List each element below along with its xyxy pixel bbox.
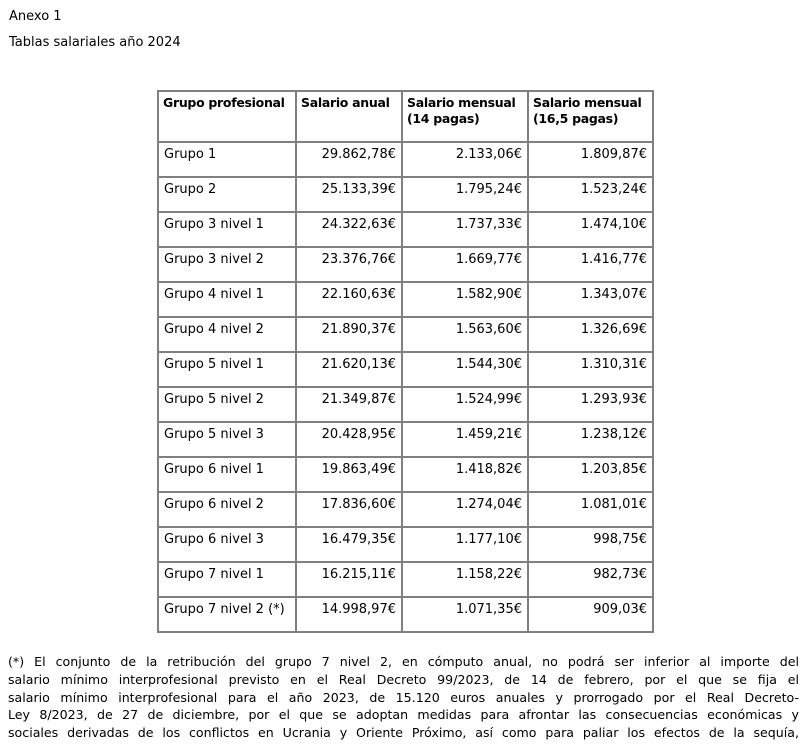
cell-grupo: Grupo 4 nivel 1	[158, 282, 296, 317]
footnote-line: salario mínimo interprofesional previsto en el Real Decreto 99/2023, de 14 de febrero, por el que se fija el	[8, 671, 799, 687]
footnote-line: (*) El conjunto de la retribución del grupo 7 nivel 2, en cómputo anual, no podrá ser inferior al importe del	[8, 654, 799, 669]
header-row	[158, 91, 653, 142]
cell-amount: 24.322,63€	[296, 212, 402, 247]
salary-table-header	[158, 91, 653, 142]
column-header-salario-anual	[296, 91, 402, 142]
cell-amount: 1.238,12€	[528, 422, 653, 457]
cell-grupo: Grupo 1	[158, 142, 296, 177]
table-row	[158, 387, 653, 422]
cell-amount: 1.326,69€	[528, 317, 653, 352]
cell-amount: 1.563,60€	[402, 317, 528, 352]
cell-amount: 25.133,39€	[296, 177, 402, 212]
cell-amount: 1.203,85€	[528, 457, 653, 492]
cell-amount: 20.428,95€	[296, 422, 402, 457]
cell-amount: 1.416,77€	[528, 247, 653, 282]
cell-amount: 1.177,10€	[402, 527, 528, 562]
cell-amount: 1.310,31€	[528, 352, 653, 387]
cell-amount: 909,03€	[528, 597, 653, 632]
table-row	[158, 492, 653, 527]
cell-amount: 16.479,35€	[296, 527, 402, 562]
cell-amount: 23.376,76€	[296, 247, 402, 282]
cell-grupo: Grupo 6 nivel 3	[158, 527, 296, 562]
cell-amount: 1.669,77€	[402, 247, 528, 282]
table-row	[158, 212, 653, 247]
cell-amount: 1.459,21€	[402, 422, 528, 457]
cell-amount: 1.809,87€	[528, 142, 653, 177]
cell-amount: 1.474,10€	[528, 212, 653, 247]
cell-amount: 2.133,06€	[402, 142, 528, 177]
cell-grupo: Grupo 3 nivel 2	[158, 247, 296, 282]
cell-amount: 982,73€	[528, 562, 653, 597]
table-row	[158, 282, 653, 317]
cell-grupo: Grupo 5 nivel 3	[158, 422, 296, 457]
cell-amount: 1.737,33€	[402, 212, 528, 247]
cell-amount: 1.158,22€	[402, 562, 528, 597]
column-header-grupo-profesional	[158, 91, 296, 142]
cell-amount: 29.862,78€	[296, 142, 402, 177]
cell-amount: 22.160,63€	[296, 282, 402, 317]
column-header-sublabel: (16,5 pagas)	[533, 111, 619, 126]
cell-amount: 1.582,90€	[402, 282, 528, 317]
cell-amount: 19.863,49€	[296, 457, 402, 492]
cell-grupo: Grupo 7 nivel 1	[158, 562, 296, 597]
table-row	[158, 247, 653, 282]
table-row	[158, 142, 653, 177]
cell-grupo: Grupo 6 nivel 2	[158, 492, 296, 527]
column-header-salario-mensual-16-5-pagas	[528, 91, 653, 142]
cell-grupo: Grupo 5 nivel 2	[158, 387, 296, 422]
cell-amount: 1.081,01€	[528, 492, 653, 527]
cell-amount: 21.890,37€	[296, 317, 402, 352]
cell-grupo: Grupo 6 nivel 1	[158, 457, 296, 492]
salary-table-body	[158, 142, 653, 632]
cell-amount: 1.523,24€	[528, 177, 653, 212]
cell-amount: 16.215,11€	[296, 562, 402, 597]
document-title: Tablas salariales año 2024	[9, 35, 181, 50]
cell-amount: 1.343,07€	[528, 282, 653, 317]
footnote-line: salario mínimo interprofesional para el año 2023, de 15.120 euros anuales y prorrogado por el Real Decreto-	[8, 689, 799, 705]
column-header-salario-mensual-14-pagas	[402, 91, 528, 142]
table-row	[158, 177, 653, 212]
table-row	[158, 317, 653, 352]
cell-amount: 1.293,93€	[528, 387, 653, 422]
cell-grupo: Grupo 4 nivel 2	[158, 317, 296, 352]
cell-amount: 1.524,99€	[402, 387, 528, 422]
cell-amount: 1.071,35€	[402, 597, 528, 632]
cell-amount: 1.418,82€	[402, 457, 528, 492]
cell-amount: 21.349,87€	[296, 387, 402, 422]
footnote-line: Ley 8/2023, de 27 de diciembre, por el que se adoptan medidas para afrontar las consecuencias económicas y	[8, 707, 799, 723]
cell-amount: 998,75€	[528, 527, 653, 562]
cell-amount: 1.795,24€	[402, 177, 528, 212]
footnote-paragraph	[8, 653, 799, 742]
column-header-label: Salario mensual	[533, 95, 642, 110]
column-header-label: Salario mensual	[407, 95, 516, 110]
footnote-line: sociales derivadas de los conflictos en Ucrania y Oriente Próximo, así como para paliar los efectos de la sequía,	[8, 725, 799, 741]
column-header-sublabel: (14 pagas)	[407, 111, 480, 126]
table-row	[158, 562, 653, 597]
cell-grupo: Grupo 7 nivel 2 (*)	[158, 597, 296, 632]
table-row	[158, 457, 653, 492]
cell-grupo: Grupo 2	[158, 177, 296, 212]
table-row	[158, 597, 653, 632]
cell-grupo: Grupo 5 nivel 1	[158, 352, 296, 387]
cell-amount: 17.836,60€	[296, 492, 402, 527]
table-row	[158, 527, 653, 562]
cell-grupo: Grupo 3 nivel 1	[158, 212, 296, 247]
annex-heading: Anexo 1	[9, 9, 62, 24]
cell-amount: 21.620,13€	[296, 352, 402, 387]
column-header-label: Grupo profesional	[163, 95, 285, 110]
column-header-label: Salario anual	[301, 95, 390, 110]
cell-amount: 1.544,30€	[402, 352, 528, 387]
salary-table	[157, 90, 654, 633]
cell-amount: 1.274,04€	[402, 492, 528, 527]
table-row	[158, 422, 653, 457]
cell-amount: 14.998,97€	[296, 597, 402, 632]
table-row	[158, 352, 653, 387]
